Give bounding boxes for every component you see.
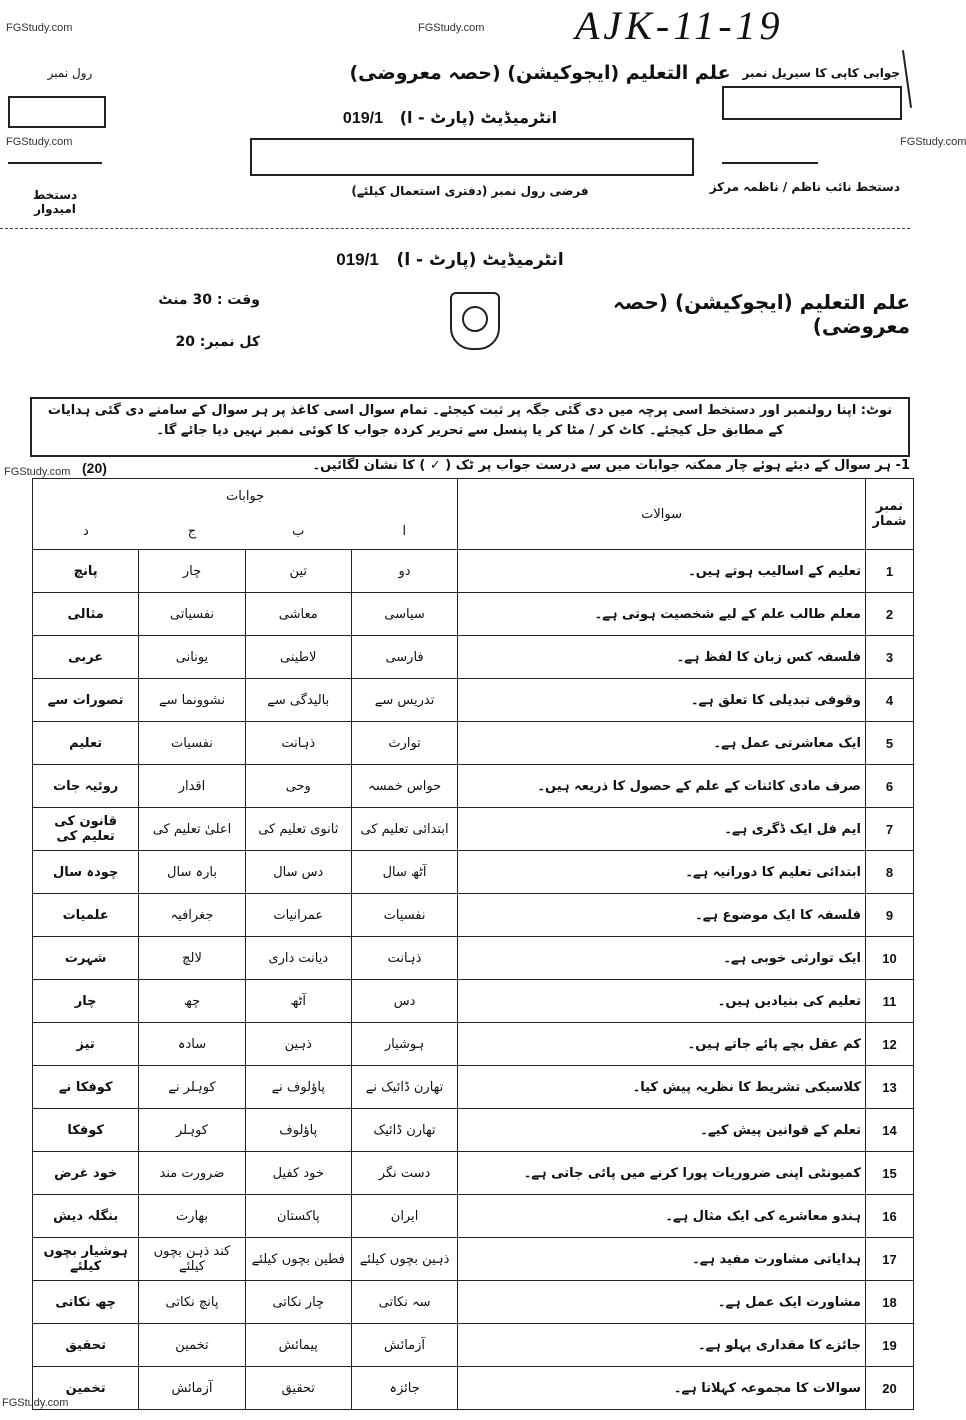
answer-copy-serial-input[interactable] xyxy=(722,86,902,120)
question-text: وقوفی تبدیلی کا تعلق ہے۔ xyxy=(458,679,866,722)
subject-title: علم التعلیم (ایجوکیشن) (حصہ معروضی) xyxy=(349,62,731,84)
total-marks-label: کل نمبر: 20 xyxy=(175,334,260,350)
answer-option-b[interactable]: ذہین xyxy=(245,1023,351,1066)
table-row xyxy=(33,1023,914,1066)
answer-option-b[interactable]: پاؤلوف xyxy=(245,1109,351,1152)
question-instruction-text: ہر سوال کے دیئے ہوئے چار ممکنہ جوابات میں سے درست جواب پر ٹک ( ✓ ) کا نشان لگائیں۔ xyxy=(312,458,892,473)
question-text: کم عقل بچے پائے جاتے ہیں۔ xyxy=(458,1023,866,1066)
answer-option-d[interactable]: چار xyxy=(33,980,139,1023)
watermark: FGStudy.com xyxy=(6,22,73,34)
answer-option-b[interactable]: دس سال xyxy=(245,851,351,894)
question-number: 11 xyxy=(865,980,913,1023)
table-row xyxy=(33,808,914,851)
answer-option-d[interactable]: عربی xyxy=(33,636,139,679)
question-number: 8 xyxy=(865,851,913,894)
table-row xyxy=(33,937,914,980)
answer-option-c[interactable]: کند ذہن بچوں کیلئے xyxy=(139,1238,245,1281)
answer-option-a[interactable]: ہوشیار xyxy=(351,1023,457,1066)
answer-option-b[interactable]: تحقیق xyxy=(245,1367,351,1410)
answer-option-d[interactable]: پانچ xyxy=(33,550,139,593)
table-row xyxy=(33,679,914,722)
answer-option-b[interactable]: پاکستان xyxy=(245,1195,351,1238)
answer-option-d[interactable]: ہوشیار بچوں کیلئے xyxy=(33,1238,139,1281)
answer-option-b[interactable]: بالیدگی سے xyxy=(245,679,351,722)
question-text: تعلیم کے اسالیب ہوتے ہیں۔ xyxy=(458,550,866,593)
answer-option-b[interactable]: پاؤلوف نے xyxy=(245,1066,351,1109)
answer-option-b[interactable]: دیانت داری xyxy=(245,937,351,980)
answer-option-c[interactable]: نفسیاتی xyxy=(139,593,245,636)
watermark: FGStudy.com xyxy=(4,466,71,478)
answer-option-b[interactable]: ثانوی تعلیم کی xyxy=(245,808,351,851)
answer-option-b[interactable]: پیمائش xyxy=(245,1324,351,1367)
answer-option-d[interactable]: بنگلہ دیش xyxy=(33,1195,139,1238)
answer-option-d[interactable]: چھ نکاتی xyxy=(33,1281,139,1324)
question-number: 6 xyxy=(865,765,913,808)
answer-option-c[interactable]: نشوونما سے xyxy=(139,679,245,722)
answer-option-c[interactable]: جغرافیہ xyxy=(139,894,245,937)
question-text: کمیونٹی اپنی ضروریات پورا کرنے میں پائی جاتی ہے۔ xyxy=(458,1152,866,1195)
watermark: FGStudy.com xyxy=(6,136,73,148)
header-answers: جوابات xyxy=(33,479,458,515)
table-row xyxy=(33,980,914,1023)
answer-option-c[interactable]: بارہ سال xyxy=(139,851,245,894)
table-row xyxy=(33,1109,914,1152)
watermark: FGStudy.com xyxy=(418,22,485,34)
superintendent-signature-label: دستخط نائب ناظم / ناظمہ مرکز xyxy=(709,180,900,194)
answer-option-a[interactable]: توارث xyxy=(351,722,457,765)
header-option-a: ا xyxy=(351,514,457,550)
answer-option-d[interactable]: قانون کی تعلیم کی xyxy=(33,808,139,851)
question-number: 20 xyxy=(865,1367,913,1410)
table-row xyxy=(33,722,914,765)
answer-option-c[interactable]: کوہلر نے xyxy=(139,1066,245,1109)
table-row xyxy=(33,1066,914,1109)
answer-option-a[interactable]: سہ نکاتی xyxy=(351,1281,457,1324)
exam-title: انٹرمیڈیٹ (پارٹ - ا) xyxy=(396,250,564,270)
question-number: 5 xyxy=(865,722,913,765)
tear-line xyxy=(0,228,910,229)
answer-option-d[interactable]: روئیہ جات xyxy=(33,765,139,808)
answer-option-a[interactable]: جائزہ xyxy=(351,1367,457,1410)
answer-option-a[interactable]: ذہین بچوں کیلئے xyxy=(351,1238,457,1281)
question-text: جائزے کا مقداری پہلو ہے۔ xyxy=(458,1324,866,1367)
table-row xyxy=(33,894,914,937)
question-text: فلسفہ کا ایک موضوع ہے۔ xyxy=(458,894,866,937)
question-text: ایم فل ایک ڈگری ہے۔ xyxy=(458,808,866,851)
watermark: FGStudy.com xyxy=(900,136,966,148)
answer-option-a[interactable]: آزمائش xyxy=(351,1324,457,1367)
answer-option-a[interactable]: تدریس سے xyxy=(351,679,457,722)
question-text: ہندو معاشرے کی ایک مثال ہے۔ xyxy=(458,1195,866,1238)
answer-option-a[interactable]: دو xyxy=(351,550,457,593)
answer-option-a[interactable]: فارسی xyxy=(351,636,457,679)
question-marks: (20) xyxy=(82,460,107,476)
answer-option-c[interactable]: اقدار xyxy=(139,765,245,808)
answer-option-b[interactable]: لاطینی xyxy=(245,636,351,679)
board-logo xyxy=(450,292,500,350)
time-label: وقت : 30 منٹ xyxy=(158,292,260,308)
answer-option-c[interactable]: سادہ xyxy=(139,1023,245,1066)
question-text: ابتدائی تعلیم کا دورانیہ ہے۔ xyxy=(458,851,866,894)
question-number: 15 xyxy=(865,1152,913,1195)
question-text: معلم طالب علم کے لیے شخصیت ہوتی ہے۔ xyxy=(458,593,866,636)
watermark: FGStudy.com xyxy=(2,1397,69,1409)
question-text: صرف مادی کائنات کے علم کے حصول کا ذریعہ ہیں۔ xyxy=(458,765,866,808)
question-number: 10 xyxy=(865,937,913,980)
answer-option-b[interactable]: چار نکاتی xyxy=(245,1281,351,1324)
answer-option-a[interactable]: ذہانت xyxy=(351,937,457,980)
answer-option-a[interactable]: آٹھ سال xyxy=(351,851,457,894)
answer-option-a[interactable]: نفسیات xyxy=(351,894,457,937)
header-number: نمبر شمار xyxy=(865,479,913,550)
answer-copy-serial-label: جوابی کاپی کا سیریل نمبر xyxy=(742,66,900,80)
question-number: 7 xyxy=(865,808,913,851)
answer-option-c[interactable]: اعلیٰ تعلیم کی xyxy=(139,808,245,851)
table-row xyxy=(33,765,914,808)
table-row xyxy=(33,1238,914,1281)
table-row xyxy=(33,636,914,679)
question-text: سوالات کا مجموعہ کہلاتا ہے۔ xyxy=(458,1367,866,1410)
answer-option-d[interactable]: کوفکا نے xyxy=(33,1066,139,1109)
answer-option-c[interactable]: چار xyxy=(139,550,245,593)
table-row xyxy=(33,851,914,894)
answer-option-c[interactable]: یونانی xyxy=(139,636,245,679)
answer-option-c[interactable]: تخمین xyxy=(139,1324,245,1367)
question-text: ایک معاشرتی عمل ہے۔ xyxy=(458,722,866,765)
answer-option-d[interactable]: تعلیم xyxy=(33,722,139,765)
answer-option-d[interactable]: مثالی xyxy=(33,593,139,636)
paper-header xyxy=(290,250,610,270)
question-instruction xyxy=(300,458,910,473)
question-text: کلاسیکی تشریط کا نظریہ پیش کیا۔ xyxy=(458,1066,866,1109)
question-number: 18 xyxy=(865,1281,913,1324)
answer-option-d[interactable]: چودہ سال xyxy=(33,851,139,894)
roll-no-label: رول نمبر xyxy=(47,66,93,80)
answer-option-a[interactable]: دس xyxy=(351,980,457,1023)
question-number: 13 xyxy=(865,1066,913,1109)
answer-option-d[interactable]: تخمین xyxy=(33,1367,139,1410)
answer-option-c[interactable]: کوہلر xyxy=(139,1109,245,1152)
header-option-d: د xyxy=(33,514,139,550)
question-number: 1- xyxy=(895,458,910,473)
question-text: مشاورت ایک عمل ہے۔ xyxy=(458,1281,866,1324)
header-option-c: ج xyxy=(187,524,197,539)
answer-option-a[interactable]: تھارن ڈائیک xyxy=(351,1109,457,1152)
answer-option-c[interactable]: چھ xyxy=(139,980,245,1023)
superintendent-signature-line xyxy=(722,162,818,164)
question-number: 9 xyxy=(865,894,913,937)
candidate-signature-line xyxy=(8,162,102,164)
question-text: ہدایاتی مشاورت مفید ہے۔ xyxy=(458,1238,866,1281)
question-number: 14 xyxy=(865,1109,913,1152)
table-row xyxy=(33,550,914,593)
fictitious-roll-label: فرضی رول نمبر (دفتری استعمال کیلئے) xyxy=(351,184,589,198)
candidate-signature-label: دستخط امیدوار xyxy=(32,188,78,216)
answer-option-c[interactable]: پانچ نکاتی xyxy=(139,1281,245,1324)
question-number: 19 xyxy=(865,1324,913,1367)
answer-option-b[interactable]: فطین بچوں کیلئے xyxy=(245,1238,351,1281)
question-text: ایک توارثی خوبی ہے۔ xyxy=(458,937,866,980)
question-number: 3 xyxy=(865,636,913,679)
answer-option-c[interactable]: لالچ xyxy=(139,937,245,980)
answer-option-c[interactable]: آزمائش xyxy=(139,1367,245,1410)
table-row xyxy=(33,1324,914,1367)
answer-option-c[interactable]: ضرورت مند xyxy=(139,1152,245,1195)
table-row xyxy=(33,1152,914,1195)
exam-title-row xyxy=(300,108,600,128)
answer-option-a[interactable]: حواس خمسہ xyxy=(351,765,457,808)
answer-option-a[interactable]: دست نگر xyxy=(351,1152,457,1195)
roll-no-input[interactable] xyxy=(8,96,106,128)
question-number: 12 xyxy=(865,1023,913,1066)
answer-option-d[interactable]: علمیات xyxy=(33,894,139,937)
question-text: فلسفہ کس زبان کا لفظ ہے۔ xyxy=(458,636,866,679)
answer-option-b[interactable]: خود کفیل xyxy=(245,1152,351,1195)
answer-option-d[interactable]: خود غرض xyxy=(33,1152,139,1195)
table-row xyxy=(33,1367,914,1410)
answer-option-c[interactable]: نفسیات xyxy=(139,722,245,765)
answer-option-d[interactable]: تحقیق xyxy=(33,1324,139,1367)
answer-option-d[interactable]: کوفکا xyxy=(33,1109,139,1152)
question-text: تعلم کے قوانین پیش کیے۔ xyxy=(458,1109,866,1152)
answer-option-d[interactable]: تصورات سے xyxy=(33,679,139,722)
table-row xyxy=(33,1281,914,1324)
question-number: 1 xyxy=(865,550,913,593)
answer-option-b[interactable]: معاشی xyxy=(245,593,351,636)
handwritten-code: AJK-11-19 xyxy=(575,3,784,48)
answer-option-a[interactable]: ایران xyxy=(351,1195,457,1238)
answer-option-b[interactable]: آٹھ xyxy=(245,980,351,1023)
paper-code: 019/1 xyxy=(342,110,383,127)
fictitious-roll-input[interactable] xyxy=(250,138,694,176)
paper-code: 019/1 xyxy=(336,250,379,269)
answer-option-d[interactable]: شہرت xyxy=(33,937,139,980)
question-number: 16 xyxy=(865,1195,913,1238)
header-option-b: ب xyxy=(292,524,305,539)
answer-option-c[interactable]: بھارت xyxy=(139,1195,245,1238)
answer-option-d[interactable]: تیز xyxy=(33,1023,139,1066)
pen-mark xyxy=(902,50,912,108)
instructions-note: نوٹ: اپنا رولنمبر اور دستخط اسی پرچہ میں دی گئی جگہ پر ثبت کیجئے۔ تمام سوال اسی کاغذ پر ہر سوال کے سامنے دی گئی ہدایات کے مطابق حل کیجئے۔ کاٹ کر / مٹا کر یا پنسل سے تحریر کردہ جواب کا کوئی نمبر نہیں دیا جائے گا۔ xyxy=(30,397,910,457)
answer-option-b[interactable]: ذہانت xyxy=(245,722,351,765)
answer-option-b[interactable]: وحی xyxy=(245,765,351,808)
question-number: 4 xyxy=(865,679,913,722)
question-number: 17 xyxy=(865,1238,913,1281)
answer-option-b[interactable]: تین xyxy=(245,550,351,593)
table-row xyxy=(33,593,914,636)
question-number: 2 xyxy=(865,593,913,636)
table-row xyxy=(33,1195,914,1238)
subject-title: علم التعلیم (ایجوکیشن) (حصہ معروضی) xyxy=(613,290,910,338)
question-text: تعلیم کی بنیادیں ہیں۔ xyxy=(458,980,866,1023)
exam-title: انٹرمیڈیٹ (پارٹ - ا) xyxy=(399,108,558,127)
answer-option-b[interactable]: عمرانیات xyxy=(245,894,351,937)
answer-option-a[interactable]: سیاسی xyxy=(351,593,457,636)
answer-option-a[interactable]: تھارن ڈائیک نے xyxy=(351,1066,457,1109)
mcq-table xyxy=(32,478,914,1410)
answer-option-a[interactable]: ابتدائی تعلیم کی xyxy=(351,808,457,851)
header-questions: سوالات xyxy=(458,479,866,550)
